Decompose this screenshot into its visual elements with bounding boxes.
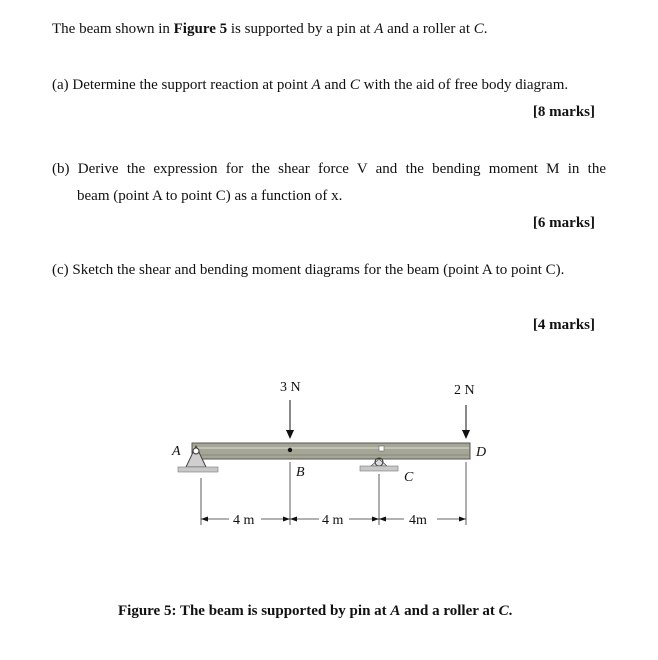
point-label-b: B: [296, 465, 305, 480]
load-arrow-2n: [462, 405, 470, 439]
caption-text: Figure 5: The beam is supported by pin at: [118, 603, 391, 619]
load-label-3n: 3 N: [280, 380, 301, 395]
beam-mark: [379, 446, 384, 451]
dimension-label-ab: 4 m: [233, 513, 255, 528]
load-arrow-3n: [286, 400, 294, 439]
marks-a: [8 marks]: [532, 104, 595, 120]
figure-reference: Figure 5: [173, 21, 228, 37]
beam: [192, 443, 470, 459]
marks-c: [4 marks]: [532, 317, 595, 333]
caption-text: and a roller at: [400, 603, 499, 619]
point-label: C: [349, 77, 360, 93]
point-label-c: C: [404, 470, 414, 485]
caption-text: .: [508, 603, 513, 619]
point-label-a: A: [172, 444, 181, 459]
point-label-d: D: [476, 445, 487, 460]
question-b-line1: (b) Derive the expression for the shear force V and the bending moment M in the: [52, 161, 606, 177]
question-text: and: [320, 77, 350, 93]
marks-b: [6 marks]: [532, 215, 595, 231]
load-label-2n: 2 N: [454, 383, 475, 398]
point-label: A: [390, 603, 401, 619]
question-b-line2: beam (point A to point C) as a function of x.: [77, 188, 343, 204]
point-label: A: [311, 77, 321, 93]
point-b-marker: [288, 448, 292, 452]
intro-text: .: [483, 21, 488, 37]
question-c: (c) Sketch the shear and bending moment diagrams for the beam (point A to point C).: [52, 262, 565, 278]
question-text: with the aid of free body diagram.: [359, 77, 569, 93]
point-label: A: [374, 21, 384, 37]
roller-support-c: [360, 458, 398, 471]
question-text: (a) Determine the support reaction at point: [52, 77, 312, 93]
intro-text: is supported by a pin at: [227, 21, 375, 37]
intro-text: The beam shown in: [52, 21, 174, 37]
point-label: C: [498, 603, 509, 619]
dimension-label-bc: 4 m: [322, 513, 344, 528]
figure-caption: [118, 603, 512, 620]
point-label: C: [473, 21, 484, 37]
intro-text: and a roller at: [383, 21, 474, 37]
dimension-label-cd: 4m: [409, 513, 427, 528]
